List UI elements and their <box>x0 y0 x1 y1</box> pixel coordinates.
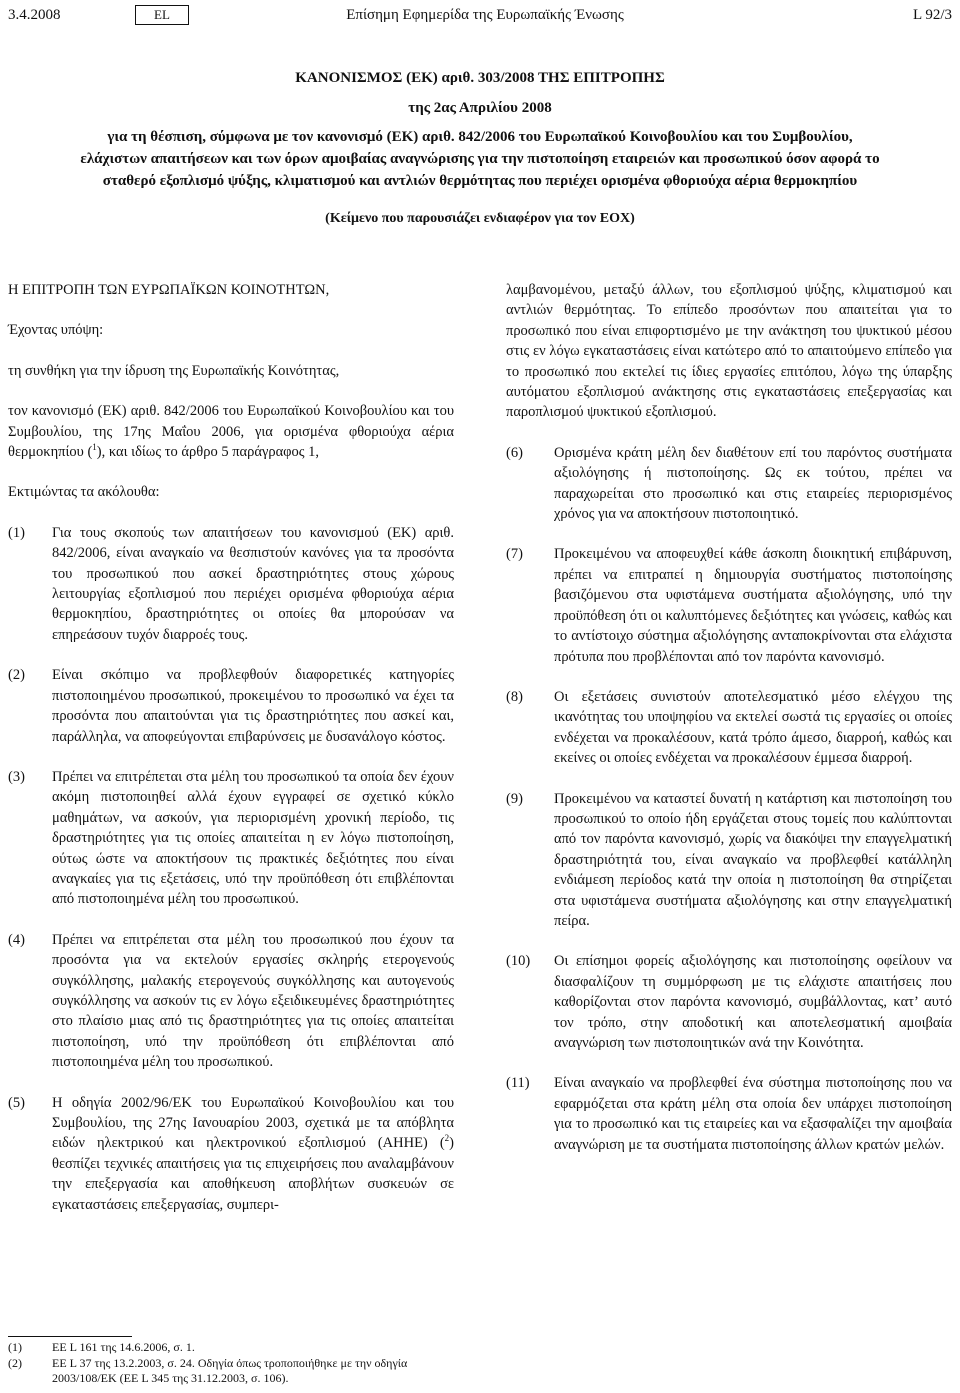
footnote-mark: (2) <box>8 1355 22 1370</box>
footnote-mark: (1) <box>8 1340 22 1354</box>
regulation-title-block <box>80 66 880 230</box>
regulation-number: ΚΑΝΟΝΙΣΜΟΣ (ΕΚ) αριθ. 303/2008 ΤΗΣ ΕΠΙΤΡΟΠΗΣ <box>295 70 665 86</box>
footnotes <box>8 1336 454 1387</box>
recital-item <box>506 443 952 525</box>
recital-number: (2) <box>8 667 25 684</box>
recital-text: Πρέπει να επιτρέπεται στα μέλη του προσωπικού που έχουν τα προσόντα για να εκτελούν εργασίες σκληρής ετερογενούς συγκόλλησης, μαλακής ετερογενούς συγκόλλησης και αυτογενούς συγκόλλησης να ασκούν τις εν λόγω εξειδικευμένες δραστηριότητες στο πλαίσιο μιας από τις δραστηριότητες για τις οποίες απαιτείται πιστοποίηση, υπό την προϋπόθεση ότι επιβλέπονται από πιστοποιημένα μέλη του προσωπικού. <box>52 931 454 1071</box>
recital-number: (5) <box>8 1094 25 1111</box>
footnote-text: ΕΕ L 37 της 13.2.2003, σ. 24. Οδηγία όπως τροποποιήθηκε με την οδηγία 2003/108/ΕΚ (ΕΕ L 345 της 31.12.2003, σ. 106). <box>52 1355 408 1385</box>
recital-text: Προκειμένου να αποφευχθεί κάθε άσκοπη διοικητική επιβάρυνση, πρέπει να επιτραπεί η δημιουργία συστήματος πιστοποίησης βασιζόμενου στα υφιστάμενα συστήματα αξιολόγησης, υπό την προϋπόθεση ότι οι καλυπτόμενες δεξιότητες και γνώσεις, καθώς και το αντίστοιχο σύστημα αξιολόγησης ανταποκρίνονται στα ελάχιστα πρότυπα που προβλέπονται από τον παρόντα κανονισμό. <box>554 546 952 665</box>
recital-text: Η οδηγία 2002/96/ΕΚ του Ευρωπαϊκού Κοινοβουλίου και του Συμβουλίου, της 27ης Ιανουαρίου 2003, σχετικά με τα απόβλητα ειδών ηλεκτρικού και ηλεκτρονικού εξοπλισμού (ΑΗΗΕ) ($^2$) θεσπίζει τεχνικές απαιτήσεις για τις επιχειρήσεις που αναλαμβάνουν την επεξεργασία και αποθήκευση αποβλήτων συσκευών σε εγκαταστάσεις επεξεργασίας, συμπερι- <box>52 1094 454 1213</box>
recital-text: Είναι αναγκαίο να προβλεφθεί ένα σύστημα πιστοποίησης που να εφαρμόζεται στα κράτη μέλη στα οποία δεν υπάρχει πιστοποίηση για το προσωπικό και τις εταιρείες και να εξασφαλίζει την αμοιβαία αναγνώριση με τα συστήματα πιστοποίησης άλλων κρατών μελών. <box>554 1075 952 1153</box>
regulation-reference: τον κανονισμό (ΕΚ) αριθ. 842/2006 του Ευρωπαϊκού Κοινοβουλίου και του Συμβουλίου, της 17ης Μαΐου 2006, για ορισμένα φθοριούχα αέρια θερμοκηπίου ($^1$), και ιδίως το άρθρο 5 παράγραφος 1, <box>8 403 454 461</box>
recital-item <box>8 523 454 645</box>
recital-item <box>506 1073 952 1155</box>
recital-text: Πρέπει να επιτρέπεται στα μέλη του προσωπικού τα οποία δεν έχουν ακόμη πιστοποιηθεί αλλά έχουν εγγραφεί σε σχετικό κύκλο μαθημάτων, να ασκούν, για περιορισμένη χρονική περίοδο, τις δραστηριότητες για τις οποίες απαιτείται η εν λόγω πιστοποίηση, ούτως ώστε να αποκτήσουν τις πρακτικές δεξιότητες που είναι αναγκαίες για τις εξετάσεις, υπό την προϋπόθεση ότι επιβλέπονται από πιστοποιημένα μέλη του προσωπικού. <box>52 768 454 908</box>
footnote-item <box>8 1356 454 1387</box>
recital-number: (4) <box>8 931 25 948</box>
recital-item <box>506 687 952 769</box>
recital-text: Προκειμένου να καταστεί δυνατή η κατάρτιση και πιστοποίηση του προσωπικού το οποίο ήδη εργάζεται στους τομείς που καλύπτονται από τον παρόντα κανονισμό, χωρίς να διακόψει την επαγγελματική δραστηριότητά του, είναι αναγκαίο να προβλεφθεί κατάλληλη ενδιάμεση περίοδος κατά την οποία η πιστοποίηση θα στηρίζεται στα υφιστάμενα συστήματα αξιολόγησης και στην επαγγελματική πείρα. <box>554 790 952 929</box>
recital-text: Για τους σκοπούς των απαιτήσεων του κανονισμού (ΕΚ) αριθ. 842/2006, είναι αναγκαίο να θεσπιστούν κανόνες για τα προσόντα του προσωπικού που ασκεί δραστηριότητες στους χώρους λειτουργίας εξοπλισμού που περιέχει ορισμένα φθοριούχα αέρια θερμοκηπίου, δραστηριότητες οι οποίες θα μπορούσαν να επηρεάσουν τυχόν διαρροές τους. <box>52 524 454 643</box>
footnote-divider <box>8 1336 132 1337</box>
left-column <box>8 280 454 1215</box>
recital-number: (3) <box>8 768 25 785</box>
recital-continuation: λαμβανομένου, μεταξύ άλλων, του εξοπλισμού ψύξης, κλιματισμού και αντλιών θερμότητας. Το επίπεδο προσόντων που απαιτείται για το προσωπικό που είναι επιφορτισμένο με την ανάκτηση του ψυκτικού μέσου στις εν λόγω εγκαταστάσεις είναι κατώτερο από το απαιτούμενο επίπεδο για το προσωπικό που εκτελεί τις ίδιες εργασίες επιτόπου, λόγω της ύπαρξης αυτόματου εξοπλισμού ανάκτησης στις εγκαταστάσεις επεξεργασίας και παροπλισμού ψυκτικού εξοπλισμού. <box>506 282 952 421</box>
recital-number: (1) <box>8 524 25 541</box>
recital-item <box>8 767 454 910</box>
recital-number: (10) <box>506 953 531 970</box>
recital-number: (9) <box>506 790 523 807</box>
footnote-ref-1[interactable]: 1 <box>92 442 97 453</box>
footnote-text: ΕΕ L 161 της 14.6.2006, σ. 1. <box>52 1340 195 1354</box>
recital-item <box>8 1093 454 1215</box>
recital-item <box>506 544 952 666</box>
recital-text: Οι εξετάσεις συνιστούν αποτελεσματικό μέσο ελέγχου της ικανότητας του υποψηφίου να εκτελεί σωστά τις εργασίες οι οποίες ενδέχεται να προκαλέσουν, κατά τρόπο άμεσο, διαρροή, καθώς και εκείνες οι οποίες ενδέχεται να προκαλέσουν έμμεσα διαρροή. <box>554 688 952 767</box>
recital-number: (11) <box>506 1075 530 1092</box>
recital-text: Οι επίσημοι φορείς αξιολόγησης και πιστοποίησης οφείλουν να διασφαλίζουν τη συμμόρφωση με τις ελάχιστε απαιτήσεις που καθορίζονται στον παρόντα κανονισμό, συμβάλλοντας, κατ’ αυτό τον τρόπο, στην αποδοτική και αποτελεσματική αμοιβαία αναγνώριση των πιστοποιητικών ανά την Κοινότητα. <box>554 953 952 1051</box>
right-column <box>506 280 952 1155</box>
recital-text: Ορισμένα κράτη μέλη δεν διαθέτουν επί του παρόντος συστήματα αξιολόγησης ή πιστοποίησης. Ως εκ τούτου, πρέπει να παραχωρείται στο προσωπικό και στις εταιρείες περιορισμένος χρόνος για να αποκτήσουν πιστοποιητικό. <box>554 444 952 523</box>
header-date: 3.4.2008 <box>8 7 61 23</box>
whereas-label: Εκτιμώντας τα ακόλουθα: <box>8 484 160 501</box>
page-header <box>0 5 960 29</box>
having-regard-label: Έχοντας υπόψη: <box>8 322 104 339</box>
recital-item <box>506 951 952 1053</box>
eea-relevance-note: (Κείμενο που παρουσιάζει ενδιαφέρον για τον ΕΟΧ) <box>325 211 635 226</box>
regulation-subject: για τη θέσπιση, σύμφωνα με τον κανονισμό (ΕΚ) αριθ. 842/2006 του Ευρωπαϊκού Κοινοβουλίου και του Συμβουλίου, ελάχιστων απαιτήσεων και των όρων αμοιβαίας αναγνώρισης για την πιστοποίηση εταιρειών και προσωπικού όσον αφορά το σταθερό εξοπλισμό ψύξης, κλιματισμού και αντλιών θερμότητας που περιέχει ορισμένα φθοριούχα αέρια θερμοκηπίου <box>80 129 880 189</box>
recital-item <box>506 789 952 932</box>
journal-title: Επίσημη Εφημερίδα της Ευρωπαϊκής Ένωσης <box>346 7 624 23</box>
regulation-date: της 2ας Απριλίου 2008 <box>408 100 552 116</box>
recital-item <box>8 665 454 747</box>
recital-number: (6) <box>506 444 523 461</box>
recital-item <box>8 930 454 1073</box>
recital-number: (7) <box>506 546 523 563</box>
page-number: L 92/3 <box>912 7 952 23</box>
commission-heading: Η ΕΠΙΤΡΟΠΗ ΤΩΝ ΕΥΡΩΠΑΪΚΩΝ ΚΟΙΝΟΤΗΤΩΝ, <box>8 282 330 298</box>
recital-text: Είναι σκόπιμο να προβλεφθούν διαφορετικές κατηγορίες πιστοποιημένου προσωπικού, προκειμένου το προσωπικό να έχει τα προσόντα που απαιτούνται για τις δραστηριότητες που ασκεί και, παράλληλα, να αποφεύγονται επιβαρύνσεις με δυσανάλογο κόστος. <box>52 667 454 745</box>
language-badge: EL <box>135 5 189 25</box>
treaty-reference: τη συνθήκη για την ίδρυση της Ευρωπαϊκής Κοινότητας, <box>8 362 340 379</box>
footnote-ref-2[interactable]: 2 <box>444 1133 450 1144</box>
recital-number: (8) <box>506 688 523 705</box>
footnote-item <box>8 1340 454 1356</box>
